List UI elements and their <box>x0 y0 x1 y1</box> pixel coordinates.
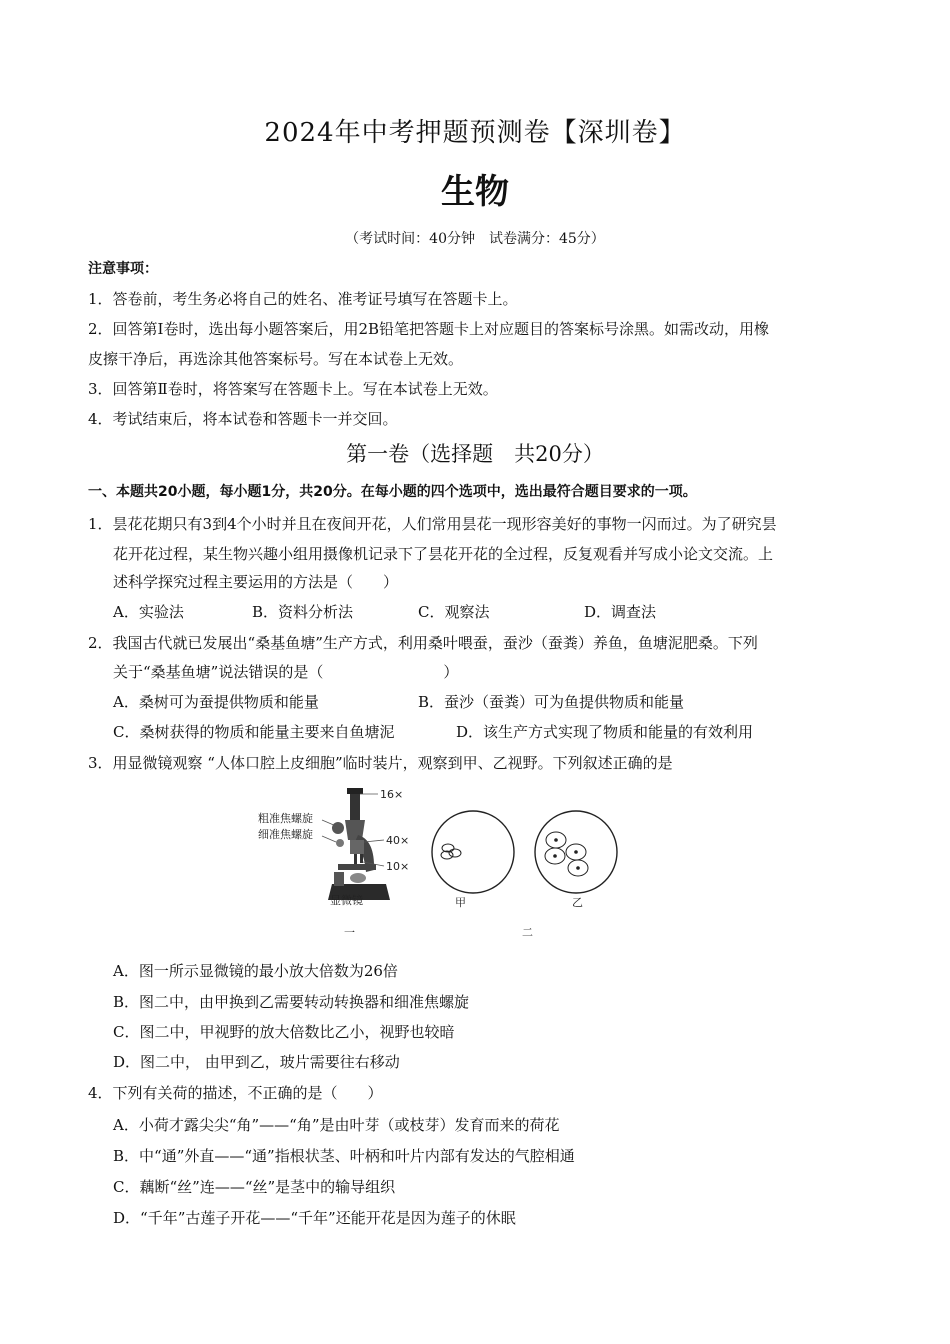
objective-40x-label: 40× <box>386 834 410 847</box>
field-jia-label: 甲 <box>455 896 466 909</box>
question-2-line: 2．我国古代就已发展出“桑基鱼塘”生产方式，利用桑叶喂蚕，蚕沙（蚕粪）养鱼，鱼塘泥肥桑。下列 <box>88 634 758 652</box>
figure-1-label: 一 <box>344 926 355 939</box>
question-4-line: 4．下列有关荷的描述，不正确的是（ ） <box>88 1084 383 1102</box>
question-1-option-d: D．调查法 <box>584 603 657 621</box>
subject-title: 生物 <box>441 172 509 212</box>
question-3-option-c: C．图二中，甲视野的放大倍数比乙小，视野也较暗 <box>113 1023 455 1041</box>
question-1-option-c: C．观察法 <box>418 603 490 621</box>
note-item: 3．回答第Ⅱ卷时，将答案写在答题卡上。写在本试卷上无效。 <box>88 380 498 398</box>
question-1-line: 花开花过程，某生物兴趣小组用摄像机记录下了昙花开花的全过程，反复观看并写成小论文交流。上 <box>113 545 774 563</box>
exam-meta: （考试时间：40分钟 试卷满分：45分） <box>345 231 605 247</box>
fine-adjustment-label: 细准焦螺旋 <box>258 828 313 841</box>
microscope-figure <box>250 780 630 950</box>
question-2-option-a: A．桑树可为蚕提供物质和能量 <box>113 693 319 711</box>
question-4-option-b: B．中“通”外直——“通”指根状茎、叶柄和叶片内部有发达的气腔相通 <box>113 1147 575 1165</box>
note-item: 4．考试结束后，将本试卷和答题卡一并交回。 <box>88 410 398 428</box>
eyepiece-label: 16× <box>380 788 404 801</box>
question-3-line: 3．用显微镜观察 “人体口腔上皮细胞”临时装片，观察到甲、乙视野。下列叙述正确的是 <box>88 754 673 772</box>
question-2-option-d: D．该生产方式实现了物质和能量的有效利用 <box>456 723 754 741</box>
question-2-option-c: C．桑树获得的物质和能量主要来自鱼塘泥 <box>113 723 395 741</box>
question-1-line: 述科学探究过程主要运用的方法是（ ） <box>113 573 399 591</box>
question-4-option-a: A．小荷才露尖尖“角”——“角”是由叶芽（或枝芽）发育而来的荷花 <box>113 1116 560 1134</box>
field-of-view-jia <box>432 811 514 893</box>
question-1-option-b: B．资料分析法 <box>252 603 354 621</box>
question-2-line: 关于“桑基鱼塘”说法错误的是（ ） <box>113 663 459 681</box>
question-4-option-d: D．“千年”古莲子开花——“千年”还能开花是因为莲子的休眠 <box>113 1209 516 1227</box>
question-2-option-b: B．蚕沙（蚕粪）可为鱼提供物质和能量 <box>418 693 685 711</box>
question-1-option-a: A．实验法 <box>113 603 184 621</box>
note-item: 皮擦干净后，再选涂其他答案标号。写在本试卷上无效。 <box>88 350 464 368</box>
note-item: 2．回答第Ⅰ卷时，选出每小题答案后，用2B铅笔把答题卡上对应题目的答案标号涂黑。如需改动，用橡 <box>88 320 770 338</box>
field-yi-label: 乙 <box>572 896 583 909</box>
section-instruction: 一、本题共20小题，每小题1分，共20分。在每小题的四个选项中，选出最符合题目要求的一项。 <box>88 484 697 500</box>
microscope-label: 显微镜 <box>330 894 363 907</box>
cell-nucleus <box>574 850 578 854</box>
notes-heading: 注意事项： <box>88 261 158 277</box>
question-1-line: 1．昙花花期只有3到4个小时并且在夜间开花，人们常用昙花一现形容美好的事物一闪而过。为了研究昙 <box>88 515 777 533</box>
coarse-adjustment-label: 粗准焦螺旋 <box>258 812 313 825</box>
section-title: 第一卷（选择题 共20分） <box>346 442 604 466</box>
figure-2-label: 二 <box>522 926 533 939</box>
question-3-option-b: B．图二中，由甲换到乙需要转动转换器和细准焦螺旋 <box>113 993 470 1011</box>
objective-10x-label: 10× <box>386 860 410 873</box>
question-4-option-c: C．藕断“丝”连——“丝”是茎中的输导组织 <box>113 1178 396 1196</box>
cell-nucleus <box>576 866 580 870</box>
cell-nucleus <box>553 854 557 858</box>
microscope-illustration <box>322 788 390 900</box>
question-3-option-d: D．图二中， 由甲到乙，玻片需要往右移动 <box>113 1053 400 1071</box>
question-3-option-a: A．图一所示显微镜的最小放大倍数为26倍 <box>113 962 398 980</box>
exam-title: 2024年中考押题预测卷【深圳卷】 <box>264 118 686 148</box>
cell-nucleus <box>554 838 558 842</box>
note-item: 1．答卷前，考生务必将自己的姓名、准考证号填写在答题卡上。 <box>88 290 518 308</box>
